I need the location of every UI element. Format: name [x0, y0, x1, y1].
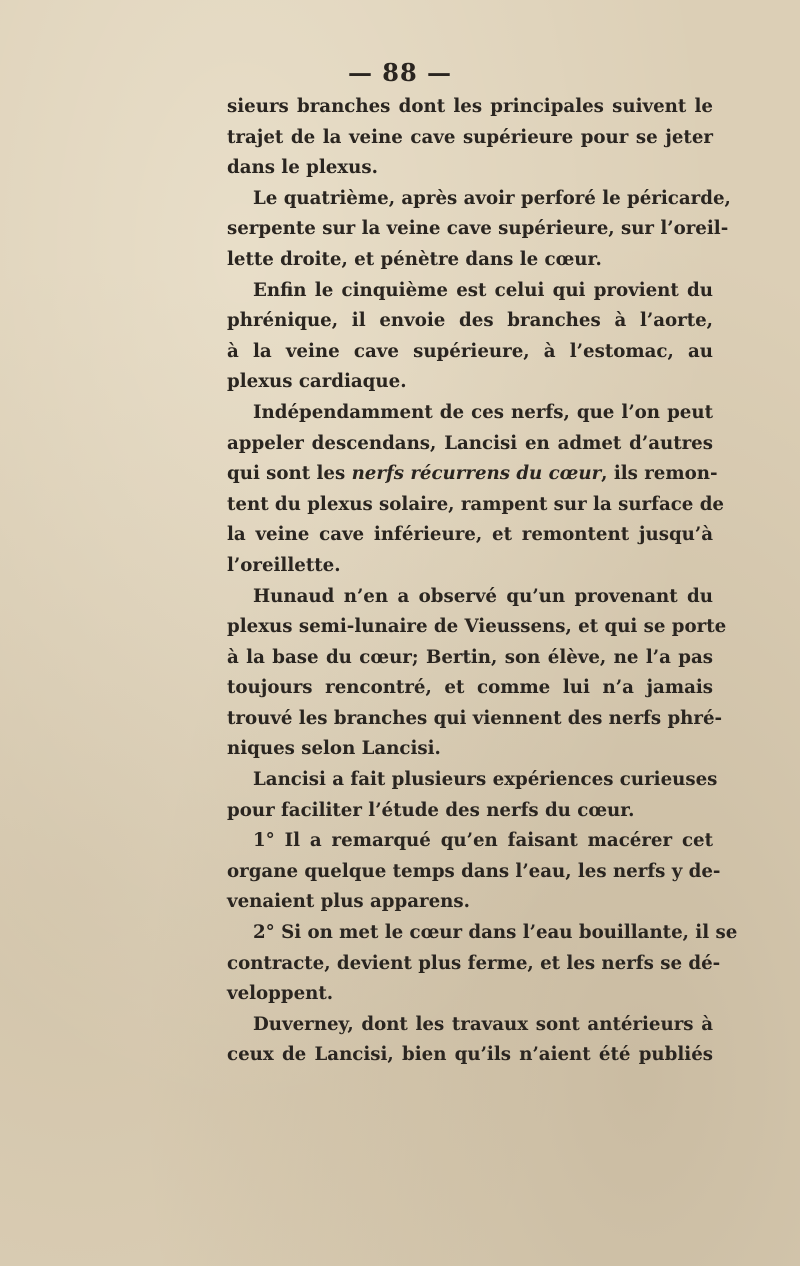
text-fragment: , ils remon-	[601, 463, 718, 485]
text-line: dans le plexus.	[227, 157, 378, 179]
text-line: plexus semi-lunaire de Vieussens, et qui se porte	[227, 616, 727, 638]
paragraph-3	[227, 276, 713, 398]
text-line: toujours rencontré, et comme lui n’a jamais	[227, 677, 713, 699]
italic-term: nerfs récurrens du cœur	[351, 463, 602, 485]
text-line: Duverney, dont les travaux sont antérieurs à	[253, 1013, 713, 1035]
text-line: Hunaud n’en a observé qu’un provenant du	[253, 585, 713, 607]
text-line: 1° Il a remarqué qu’en faisant macérer cet	[253, 830, 713, 852]
text-line: l’oreillette.	[227, 554, 341, 576]
text-line: la veine cave inférieure, et remontent jusqu’à	[227, 524, 713, 546]
paragraph-2	[227, 184, 731, 276]
text-line: lette droite, et pénètre dans le cœur.	[227, 248, 602, 270]
text-line: à la veine cave supérieure, à l’estomac, au	[227, 340, 713, 362]
page-number: — 88 —	[347, 58, 453, 87]
text-line: venaient plus apparens.	[227, 891, 470, 913]
text-line: à la base du cœur; Bertin, son élève, ne l’a pas	[227, 646, 713, 668]
text-line: pour faciliter l’étude des nerfs du cœur.	[227, 799, 635, 821]
paragraph-7	[227, 826, 721, 918]
paragraph-6	[227, 765, 718, 826]
text-line: tent du plexus solaire, rampent sur la surface de	[227, 493, 725, 515]
text-line: Le quatrième, après avoir perforé le péricarde,	[253, 187, 731, 209]
text-line: niques selon Lancisi.	[227, 738, 441, 760]
paragraph-1	[227, 92, 713, 184]
text-line: contracte, devient plus ferme, et les nerfs se dé-	[227, 952, 721, 974]
text-line: Enfin le cinquième est celui qui provient du	[253, 279, 713, 301]
text-line: 2° Si on met le cœur dans l’eau bouillante, il se	[253, 922, 738, 944]
text-line: sieurs branches dont les principales suivent le	[227, 96, 713, 117]
body-text	[227, 92, 738, 1071]
text-line: plexus cardiaque.	[227, 371, 407, 393]
text-line: appeler descendans, Lancisi en admet d’autres	[227, 432, 713, 454]
text-line-with-italic	[227, 459, 718, 490]
text-line: trouvé les branches qui viennent des nerfs phré-	[227, 707, 723, 729]
text-line: trajet de la veine cave supérieure pour se jeter	[227, 126, 713, 148]
text-line: veloppent.	[227, 983, 334, 1005]
text-line: organe quelque temps dans l’eau, les nerfs y de-	[227, 860, 721, 882]
paragraph-8	[227, 918, 738, 1010]
text-line: serpente sur la veine cave supérieure, sur l’oreil-	[227, 218, 729, 240]
text-line: ceux de Lancisi, bien qu’ils n’aient été publiés	[227, 1044, 713, 1066]
text-line: Lancisi a fait plusieurs expériences curieuses	[253, 769, 718, 791]
paragraph-5	[227, 582, 727, 766]
text-line: Indépendamment de ces nerfs, que l’on peut	[253, 401, 713, 423]
text-line: phrénique, il envoie des branches à l’aorte,	[227, 310, 713, 332]
paragraph-4	[227, 398, 725, 582]
text-fragment: qui sont les	[227, 463, 352, 485]
paragraph-9	[227, 1010, 713, 1071]
